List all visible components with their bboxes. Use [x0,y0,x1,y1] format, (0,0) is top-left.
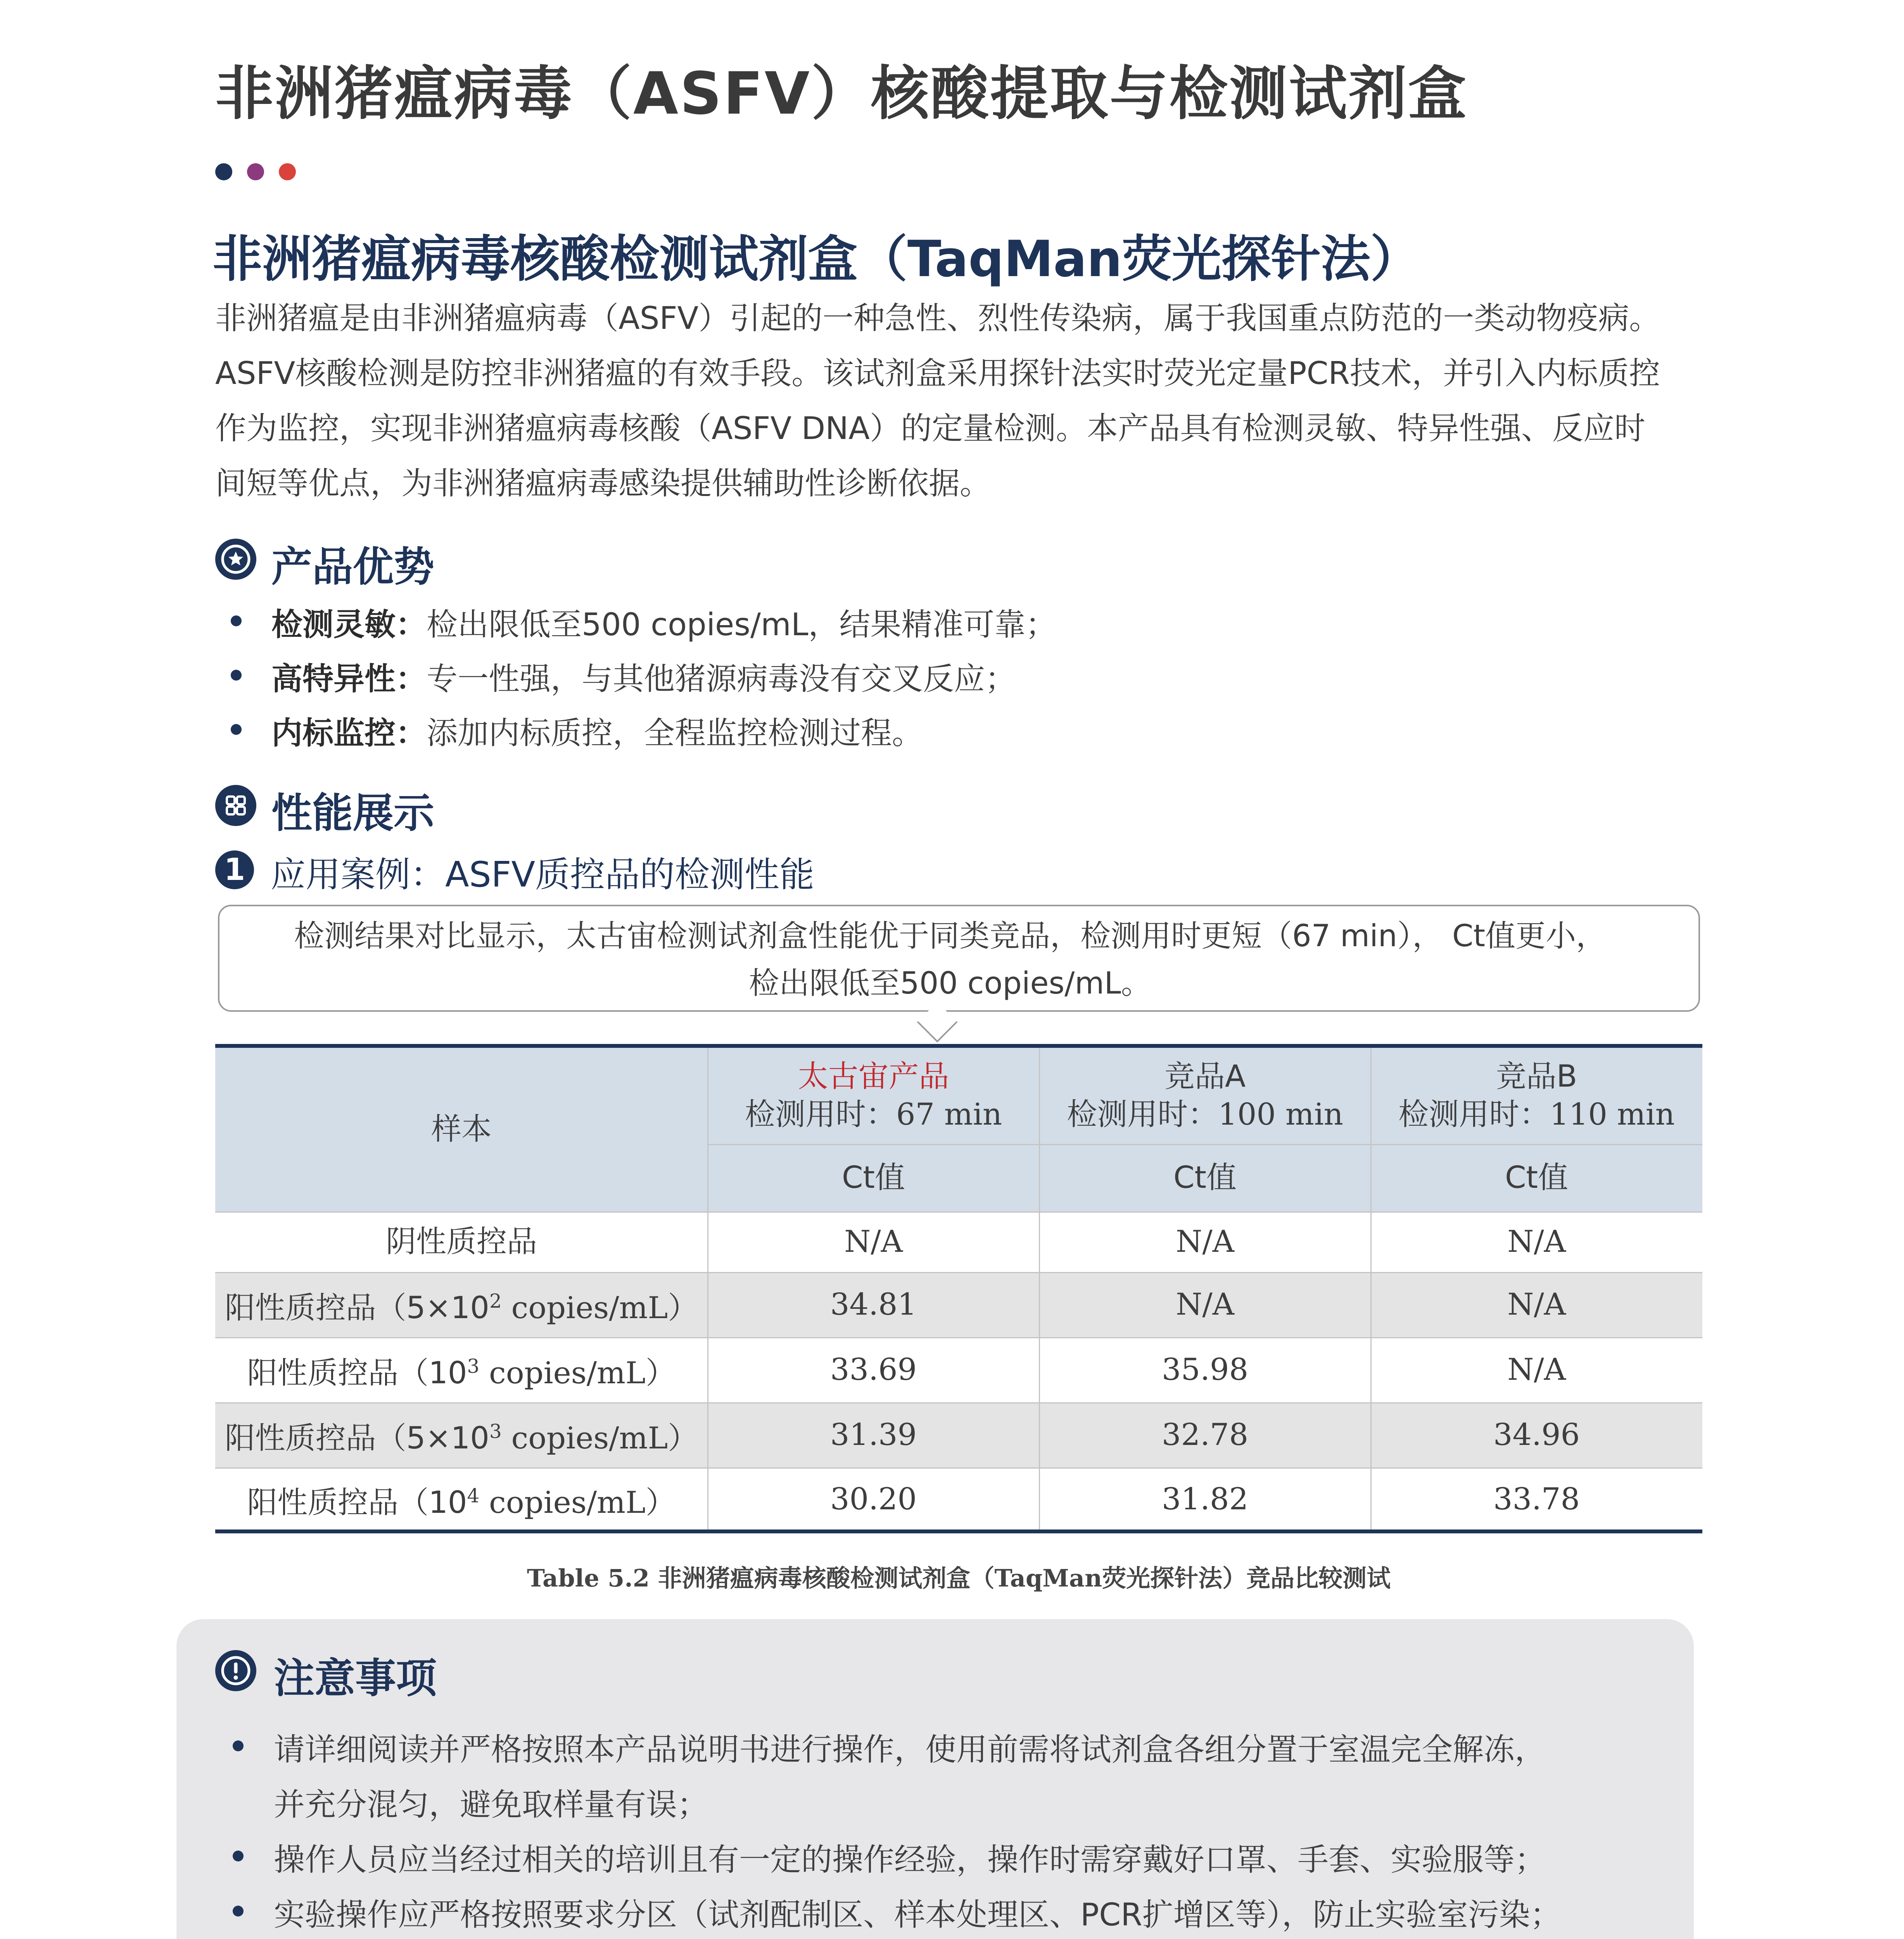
ct-value: 35.98 [1161,1352,1249,1387]
column-name: 太古宙产品 [798,1059,949,1094]
product-intro [215,291,1704,511]
column-time: 检测用时：67 min [745,1097,1002,1132]
product-title: 非洲猪瘟病毒核酸检测试剂盒（TaqMan荧光探针法） [213,230,1420,288]
column-time: 检测用时：110 min [1398,1097,1675,1132]
column-header [1039,1047,1371,1144]
grid-line [707,1047,708,1531]
page-title: 非洲猪瘟病毒（ASFV）核酸提取与检测试剂盒 [215,60,1468,128]
intro-line: ASFV核酸检测是防控非洲猪瘟的有效手段。该试剂盒采用探针法实时荧光定量PCR技术，并引入内标质控 [215,355,1660,391]
column-header [1371,1047,1702,1144]
ct-value: 33.69 [830,1352,917,1387]
grid-line [215,1211,1702,1213]
grid-line [215,1467,1702,1469]
callout-line: 检出限低至500 copies/mL。 [749,966,1151,1001]
decor-dot-navy [215,163,232,180]
bullet-dot [233,1906,244,1917]
sample-cell: 阳性质控品（$5\times 10^2$ copies/mL） [225,1290,698,1326]
grid-line [215,1337,1702,1338]
ct-value: N/A [1176,1287,1234,1322]
ct-value: 34.96 [1493,1417,1580,1452]
ct-subheader: Ct值 [841,1160,905,1195]
bullet-dot [231,615,242,626]
ct-value: 32.78 [1161,1417,1249,1452]
notes-heading: 注意事项 [274,1655,437,1702]
decor-dot-purple [247,163,264,180]
ct-value: N/A [1507,1352,1566,1387]
advantage-text: 专一性强，与其他猪源病毒没有交叉反应； [427,661,1016,697]
ct-value: 31.39 [830,1417,917,1452]
advantage-label: 检测灵敏： [271,607,427,643]
advantage-label: 内标监控： [271,715,427,751]
intro-line: 间短等优点，为非洲猪瘟病毒感染提供辅助性诊断依据。 [215,465,991,501]
grid-line [708,1144,1702,1145]
advantage-text: 添加内标质控，全程监控检测过程。 [427,715,923,751]
callout-text [271,912,1629,1007]
ct-subheader: Ct值 [1173,1160,1237,1195]
comparison-table [215,1047,1702,1531]
table-bottom-rule [215,1529,1702,1533]
table-top-rule [215,1044,1702,1048]
sample-cell: 阳性质控品（$10^4$ copies/mL） [247,1484,676,1520]
note-item: 实验操作应严格按照要求分区（试剂配制区、样本处理区、PCR扩增区等），防止实验室污染； [274,1897,1561,1933]
callout-line: 检测结果对比显示，太古宙检测试剂盒性能优于同类竞品，检测用时更短（67 min）， Ct值更小， [294,919,1606,954]
note-item-continuation: 并充分混匀，避免取样量有误； [274,1787,708,1823]
sample-cell: 阴性质控品 [385,1224,537,1259]
star-badge-icon [215,539,256,580]
bullet-dot [233,1851,244,1861]
ct-value: N/A [844,1224,903,1259]
advantage-item [271,708,923,753]
intro-line: 非洲猪瘟是由非洲猪瘟病毒（ASFV）引起的一种急性、烈性传染病，属于我国重点防范的一类动物疫病。 [215,300,1660,336]
ct-value: N/A [1507,1287,1566,1322]
advantages-heading: 产品优势 [271,543,435,591]
sample-header: 样本 [431,1112,492,1147]
bullet-dot [231,724,242,735]
ct-value: 31.82 [1161,1482,1249,1517]
bullet-dot [231,670,242,681]
advantage-item [271,600,1056,644]
sample-cell: 阳性质控品（$10^3$ copies/mL） [247,1355,676,1391]
intro-line: 作为监控，实现非洲猪瘟病毒核酸（ASFV DNA）的定量检测。本产品具有检测灵敏、特异性强、反应时 [215,410,1645,446]
ct-value: 34.81 [830,1287,917,1322]
advantage-label: 高特异性： [271,661,427,697]
grid-line [1370,1047,1372,1531]
case-title: 应用案例：ASFV质控品的检测性能 [271,854,815,895]
case-number-badge: 1 [215,850,254,889]
ct-value: 33.78 [1493,1482,1580,1517]
ct-value: N/A [1176,1224,1234,1259]
performance-heading: 性能展示 [271,790,435,837]
column-time: 检测用时：100 min [1067,1097,1343,1132]
alert-icon [215,1650,256,1691]
column-name: 竞品A [1164,1059,1246,1094]
column-header [708,1047,1039,1144]
grid-line [215,1402,1702,1403]
sample-cell: 阳性质控品（$5\times 10^3$ copies/mL） [225,1420,698,1456]
grid-line [1039,1047,1040,1531]
advantage-text: 检出限低至500 copies/mL，结果精准可靠； [427,607,1057,643]
bullet-dot [233,1740,244,1751]
table-caption: Table 5.2 非洲猪瘟病毒核酸检测试剂盒（TaqMan荧光探针法）竞品比较测试 [527,1564,1391,1592]
note-item: 操作人员应当经过相关的培训且有一定的操作经验，操作时需穿戴好口罩、手套、实验服等； [274,1842,1546,1878]
ct-value: 30.20 [830,1482,917,1517]
advantage-item [271,654,1016,698]
decor-dot-red [279,163,296,180]
column-name: 竞品B [1496,1059,1577,1094]
grid-icon [215,785,256,826]
ct-value: N/A [1507,1224,1566,1259]
grid-line [215,1272,1702,1273]
note-item: 请详细阅读并严格按照本产品说明书进行操作，使用前需将试剂盒各组分置于室温完全解冻， [274,1732,1546,1768]
ct-subheader: Ct值 [1505,1160,1569,1195]
